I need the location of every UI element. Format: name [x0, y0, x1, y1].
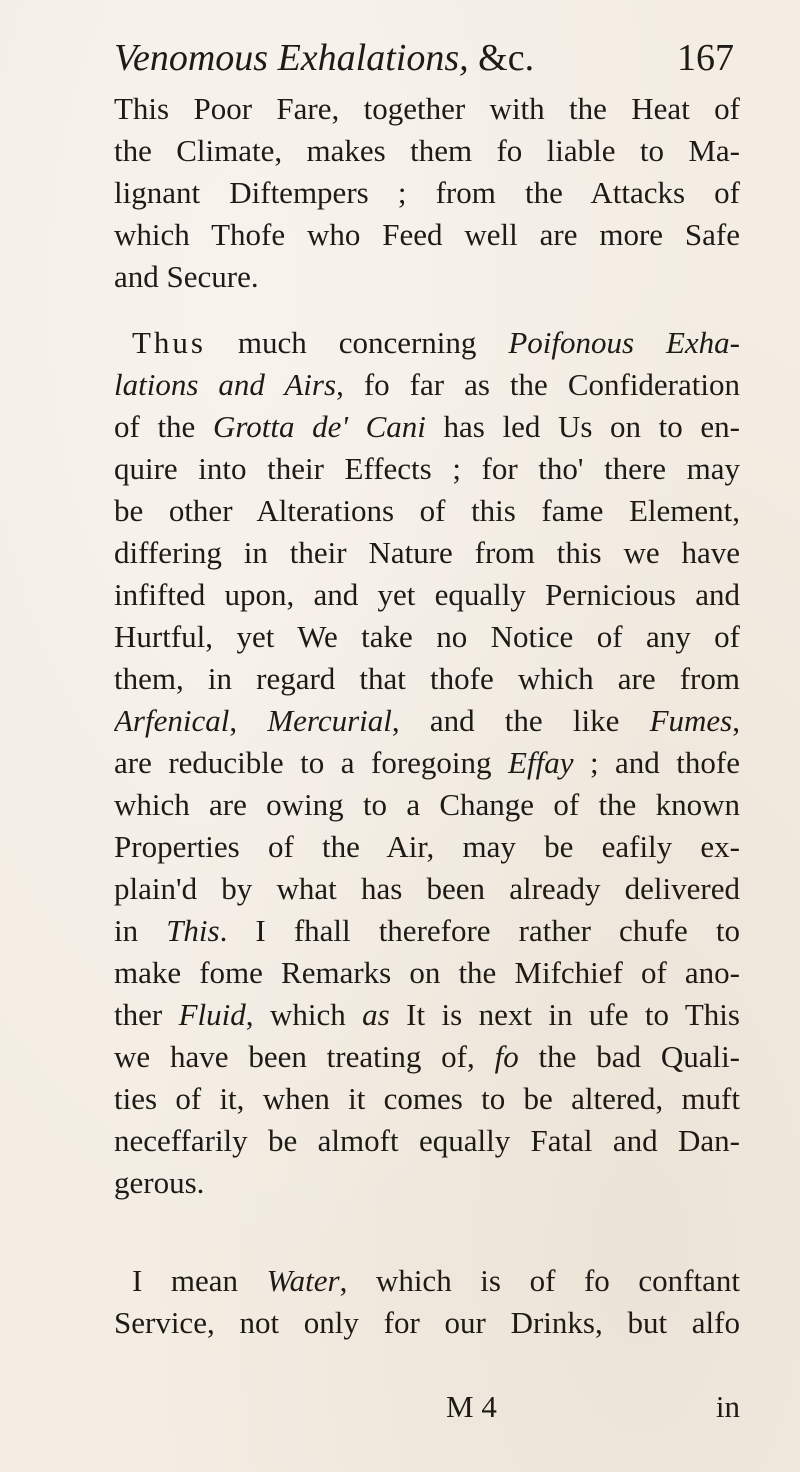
paragraph-1 [114, 88, 740, 298]
text-line: I mean Water, which is of fo conftant [132, 1263, 740, 1298]
text-line: quire into their Effects ; for tho' there may [114, 451, 740, 486]
signature-mark: M 4 [446, 1389, 497, 1424]
catchword: in [715, 1389, 740, 1424]
running-title-etc: &c. [468, 37, 535, 79]
text-line: lations and Airs, fo far as the Confideration [114, 367, 740, 402]
text-line: infifted upon, and yet equally Pernicious and [114, 577, 740, 612]
text-line: we have been treating of, fo the bad Quali- [114, 1039, 740, 1074]
text-line: them, in regard that thofe which are from [114, 661, 740, 696]
text-line: Hurtful, yet We take no Notice of any of [114, 619, 740, 654]
text-line: and Secure. [114, 259, 259, 294]
running-title: Venomous Exhalations, [114, 37, 469, 79]
page-footer [114, 1386, 740, 1428]
text-line: are reducible to a foregoing Effay ; and thofe [114, 745, 740, 780]
text-line: which are owing to a Change of the known [114, 787, 740, 822]
text-line: This Poor Fare, together with the Heat of [114, 91, 740, 126]
running-header [114, 28, 734, 88]
text-line: Thus much concerning Poifonous Exha- [132, 325, 740, 360]
paragraph-3 [114, 1260, 740, 1344]
text-line: be other Alterations of this fame Element, [114, 493, 740, 528]
paragraph-2 [114, 322, 740, 1204]
page-number: 167 [677, 37, 734, 79]
text-line: Properties of the Air, may be eafily ex- [114, 829, 740, 864]
text-line: plain'd by what has been already delivered [114, 871, 740, 906]
text-line: lignant Diftempers ; from the Attacks of [114, 175, 740, 210]
text-line: differing in their Nature from this we have [114, 535, 740, 570]
text-line: Arfenical, Mercurial, and the like Fumes, [114, 703, 740, 738]
text-line: which Thofe who Feed well are more Safe [114, 217, 740, 252]
text-line: Service, not only for our Drinks, but alfo [114, 1305, 740, 1340]
text-line: ther Fluid, which as It is next in ufe to This [114, 997, 740, 1032]
text-line: in This. I fhall therefore rather chufe to [114, 913, 740, 948]
text-line: gerous. [114, 1165, 205, 1200]
text-line: ties of it, when it comes to be altered, muft [114, 1081, 740, 1116]
text-line: the Climate, makes them fo liable to Ma- [114, 133, 740, 168]
text-line: of the Grotta de' Cani has led Us on to en- [114, 409, 740, 444]
text-line: neceffarily be almoft equally Fatal and Dan- [114, 1123, 740, 1158]
text-line: make fome Remarks on the Mifchief of ano- [114, 955, 740, 990]
